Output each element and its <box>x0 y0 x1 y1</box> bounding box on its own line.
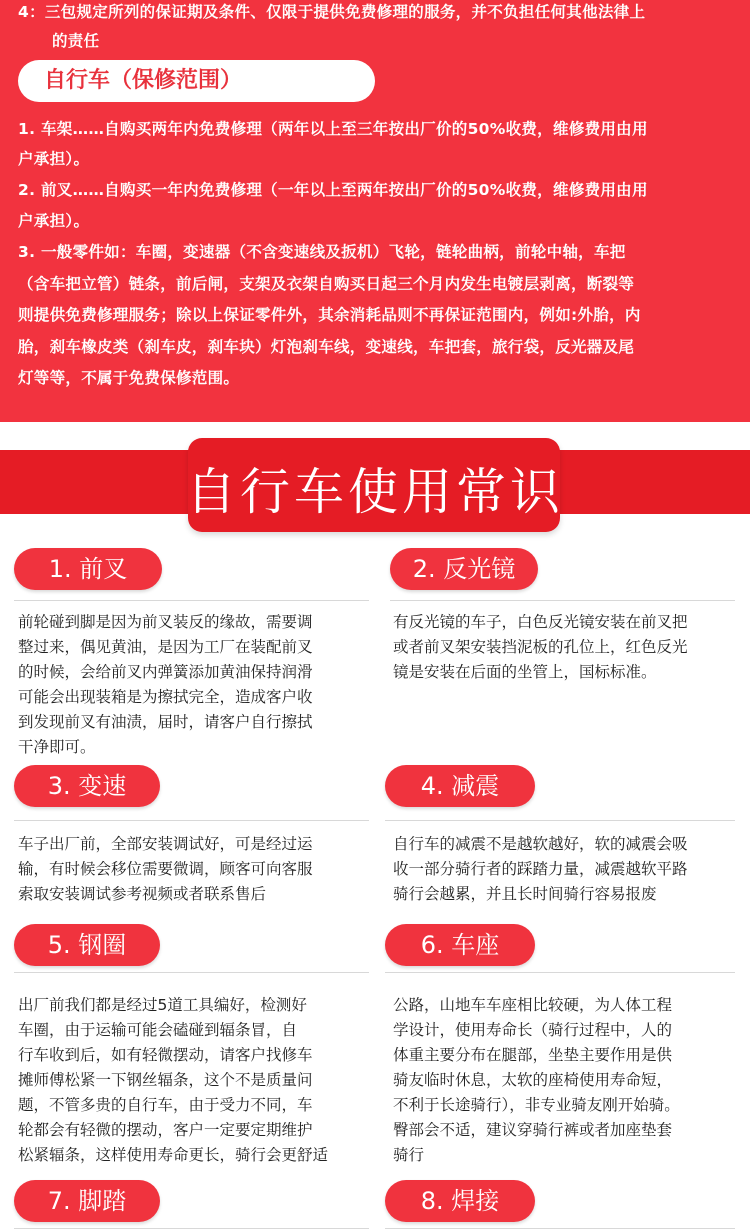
divider-line <box>14 820 369 821</box>
divider-line <box>14 1228 369 1229</box>
banner-title: 自行车使用常识 <box>186 463 564 521</box>
tag-welding: 8. 焊接 <box>385 1180 535 1222</box>
divider-line <box>385 972 735 973</box>
warranty-line: 胎，刹车橡皮类（刹车皮，刹车块）灯泡刹车线，变速线，车把套，旅行袋，反光器及尾 <box>18 338 635 356</box>
tag-rim: 5. 钢圈 <box>14 924 160 966</box>
front-fork-text: 前轮碰到脚是因为前叉装反的缘故，需要调 整过来，偶见黄油，是因为工厂在装配前叉 的时候，会给前叉内弹簧添加黄油保持润滑 可能会出现装箱是为擦拭完全，造成客户收 到发现前叉有油渍，届时，请客户自行擦拭 干净即可。 <box>18 613 313 756</box>
tag-suspension: 4. 减震 <box>385 765 535 807</box>
tag-saddle: 6. 车座 <box>385 924 535 966</box>
divider-line <box>390 600 735 601</box>
rim-text: 出厂前我们都是经过5道工具编好，检测好 车圈，由于运输可能会磕碰到辐条冒，自 行车收到后，如有轻微摆动，请客户找修车 摊师傅松紧一下钢丝辐条，这个不是质量问 题，不管多贵的自行车，由于受力不同，车 轮都会有轻微的摆动，客户一定要定期维护 松紧辐条，这样使用寿命更长，骑行会更舒适 <box>18 996 329 1164</box>
warranty-line: 3. 一般零件如：车圈，变速器（不含变速线及扳机）飞轮，链轮曲柄，前轮中轴，车把 <box>18 243 626 261</box>
warranty-line: 户承担）。 <box>18 150 90 168</box>
warranty-section <box>0 0 750 422</box>
tag-pedal: 7. 脚踏 <box>14 1180 160 1222</box>
warranty-line: 则提供免费修理服务；除以上保证零件外，其余消耗品则不再保证范围内，例如:外胎，内 <box>18 306 641 324</box>
warranty-item4-line1: 4：三包规定所列的保证期及条件、仅限于提供免费修理的服务，并不负担任何其他法律上 <box>18 3 646 21</box>
warranty-line: （含车把立管）链条，前后闸，支架及衣架自购买日起三个月内发生电镀层剥离，断裂等 <box>18 275 635 293</box>
tag-gear-shift: 3. 变速 <box>14 765 160 807</box>
divider-line <box>14 600 369 601</box>
divider-line <box>385 1228 735 1229</box>
warranty-line: 2. 前叉……自购买一年内免费修理（一年以上至两年按出厂价的50%收费，维修费用由用 <box>18 181 648 199</box>
saddle-text: 公路，山地车车座相比较硬，为人体工程 学设计，使用寿命长（骑行过程中，人的 体重主要分布在腿部，坐垫主要作用是供 骑友临时休息，太软的座椅使用寿命短， 不利于长途骑行），非专业骑友刚开始骑。 臀部会不适，建议穿骑行裤或者加座垫套 骑行 <box>393 996 680 1164</box>
warranty-line: 灯等等，不属于免费保修范围。 <box>18 369 240 387</box>
reflector-text: 有反光镜的车子，白色反光镜安装在前叉把 或者前叉架安装挡泥板的孔位上，红色反光 镜是安装在后面的坐管上，国标标准。 <box>393 613 688 681</box>
warranty-scope-title: 自行车（保修范围） <box>18 60 375 102</box>
divider-line <box>385 820 735 821</box>
suspension-text: 自行车的减震不是越软越好，软的减震会吸 收一部分骑行者的踩踏力量，减震越软平路 骑行会越累，并且长时间骑行容易报废 <box>393 835 688 903</box>
warranty-line: 户承担）。 <box>18 212 90 230</box>
tag-reflector: 2. 反光镜 <box>390 548 538 590</box>
warranty-line: 1. 车架……自购买两年内免费修理（两年以上至三年按出厂价的50%收费，维修费用由用 <box>18 120 648 138</box>
divider-line <box>14 972 369 973</box>
warranty-item4-line2: 的责任 <box>52 32 100 50</box>
gear-shift-text: 车子出厂前，全部安装调试好，可是经过运 输，有时候会移位需要微调，顾客可向客服 索取安装调试参考视频或者联系售后 <box>18 835 313 903</box>
tag-front-fork: 1. 前叉 <box>14 548 162 590</box>
